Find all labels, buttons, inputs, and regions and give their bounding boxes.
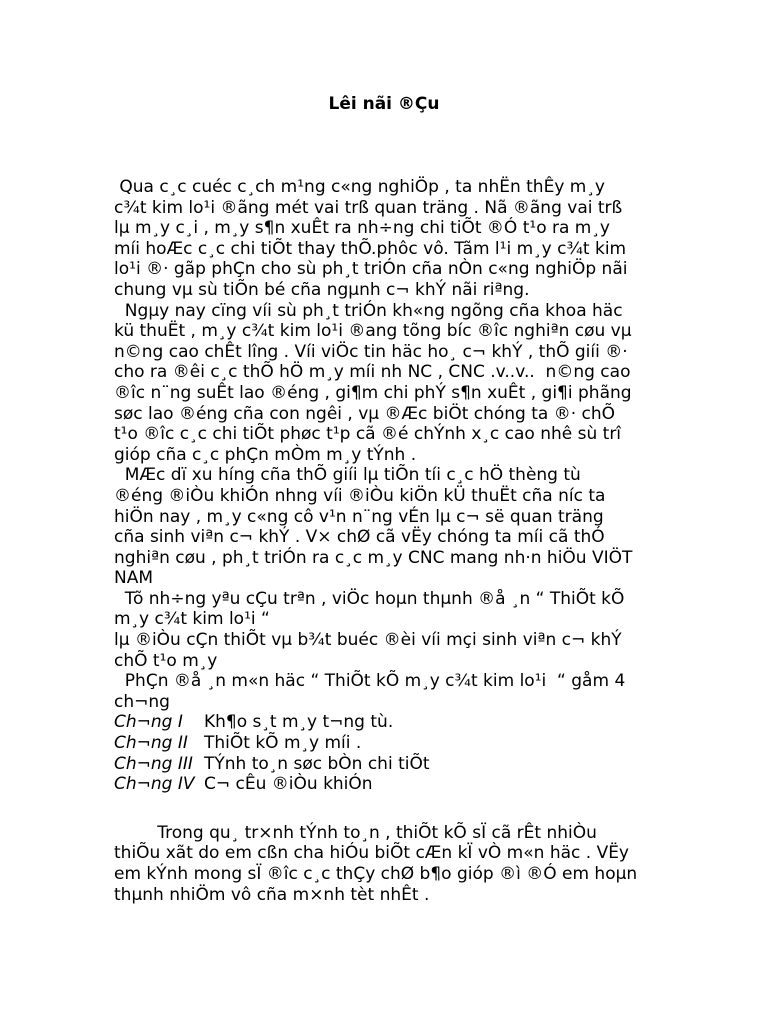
chapter-item xyxy=(114,733,659,754)
text-line: chung vµ sù tiÕn bé cña ngµnh c¬ khÝ nãi riªng. xyxy=(114,279,530,300)
chapter-item xyxy=(114,754,659,775)
text-line: lµ ®iÒu cÇn thiÕt vµ b¾t buéc ®èi víi mçi sinh viªn c¬ khÝ xyxy=(114,630,622,651)
paragraph-1 xyxy=(114,177,659,301)
paragraph-gap xyxy=(114,795,659,823)
text-line: Qua c¸c cuéc c¸ch m¹ng c«ng nghiÖp , ta nhËn thÊy m¸y xyxy=(114,177,605,197)
text-line: thiÕu xãt do em cßn cha hiÓu biÕt cÆn kÏ vÒ m«n häc . VËy xyxy=(114,843,629,864)
text-line: t¹o ®îc c¸c chi tiÕt phøc t¹p cã ®é chÝnh x¸c cao nhê sù trî xyxy=(114,424,622,445)
text-line: m¸y c¾t kim lo¹i “ xyxy=(114,609,270,630)
text-line: ®îc n¨ng suÊt lao ®éng , gi¶m chi phÝ s¶n xuÊt , gi¶i phãng xyxy=(114,382,632,403)
text-line: thµnh nhiÖm vô cña m×nh tèt nhÊt . xyxy=(114,884,430,905)
chapter-title: TÝnh to¸n søc bÒn chi tiÕt xyxy=(204,753,430,774)
text-line: hiÖn nay , m¸y c«ng cô v¹n n¨ng vÉn lµ c¬ së quan träng xyxy=(114,506,604,527)
text-line: c¾t kim lo¹i ®ãng mét vai trß quan träng . Nã ®ãng vai trß xyxy=(114,197,623,218)
text-line: søc lao ®éng cña con ngêi , vµ ®Æc biÖt chóng ta ®· chÕ xyxy=(114,403,616,424)
paragraph-2 xyxy=(114,301,659,466)
text-line: cho ra ®êi c¸c thÕ hÖ m¸y míi nh NC , CNC .v..v.. n©ng cao xyxy=(114,362,631,383)
text-line: kü thuËt , m¸y c¾t kim lo¹i ®ang tõng bíc ®îc nghiªn cøu vµ xyxy=(114,321,632,342)
chapter-title: ThiÕt kÕ m¸y míi . xyxy=(204,733,362,754)
paragraph-4 xyxy=(114,589,659,671)
text-line: NAM xyxy=(114,568,154,589)
text-line: cña sinh viªn c¬ khÝ . V× chØ cã vËy chóng ta míi cã thÓ xyxy=(114,527,605,548)
text-line: gióp cña c¸c phÇn mÒm m¸y tÝnh . xyxy=(114,444,417,465)
chapter-name: Ch¬ng IV xyxy=(114,774,195,795)
text-line: MÆc dï xu híng cña thÕ giíi lµ tiÕn tíi c¸c hÖ thèng tù xyxy=(114,465,581,486)
chapter-list xyxy=(114,712,659,794)
chapter-name: Ch¬ng II xyxy=(114,733,188,754)
text-line: Trong qu¸ tr×nh tÝnh to¸n , thiÕt kÕ sÏ cã rÊt nhiÒu xyxy=(114,822,597,843)
chapter-title: Kh¶o s¸t m¸y t¬ng tù. xyxy=(204,712,394,733)
document-body xyxy=(114,177,659,905)
chapter-item xyxy=(114,774,659,795)
text-line: PhÇn ®å ¸n m«n häc “ ThiÕt kÕ m¸y c¾t kim lo¹i “ gåm 4 xyxy=(114,671,626,692)
text-line: Ngµy nay cïng víi sù ph¸t triÓn kh«ng ngõng cña khoa häc xyxy=(114,300,623,321)
text-line: míi hoÆc c¸c chi tiÕt thay thÕ.phôc vô. Tãm l¹i m¸y c¾t kim xyxy=(114,238,627,259)
text-line: chÕ t¹o m¸y xyxy=(114,650,218,671)
paragraph-5 xyxy=(114,671,659,712)
text-line: lo¹i ®· gãp phÇn cho sù ph¸t triÓn cña nÒn c«ng nghiÖp nãi xyxy=(114,259,628,280)
paragraph-6 xyxy=(114,823,659,905)
text-line: nghiªn cøu , ph¸t triÓn ra c¸c m¸y CNC mang nh·n hiÖu VIÖT xyxy=(114,547,633,568)
text-line: Tõ nh÷ng yªu cÇu trªn , viÖc hoµn thµnh ®å ¸n “ ThiÕt kÕ xyxy=(114,588,625,609)
paragraph-3 xyxy=(114,465,659,589)
text-line: em kÝnh mong sÏ ®îc c¸c thÇy chØ b¶o gióp ®ì ®Ó em hoµn xyxy=(114,864,638,884)
text-line: ch¬ng xyxy=(114,691,170,712)
page-title: Lêi nãi ®Çu xyxy=(328,94,440,114)
chapter-name: Ch¬ng III xyxy=(114,753,193,774)
text-line: lµ m¸y c¸i , m¸y s¶n xuÊt ra nh÷ng chi tiÕt ®Ó t¹o ra m¸y xyxy=(114,218,610,239)
text-line: ®éng ®iÒu khiÓn nhng víi ®iÒu kiÖn kÜ thuËt cña níc ta xyxy=(114,485,606,506)
chapter-item xyxy=(114,712,659,733)
chapter-name: Ch¬ng I xyxy=(114,712,183,733)
chapter-title: C¬ cÊu ®iÒu khiÓn xyxy=(204,774,373,795)
text-line: n©ng cao chÊt lîng . Víi viÖc tin häc ho¸ c¬ khÝ , thÕ giíi ®· xyxy=(114,341,628,362)
